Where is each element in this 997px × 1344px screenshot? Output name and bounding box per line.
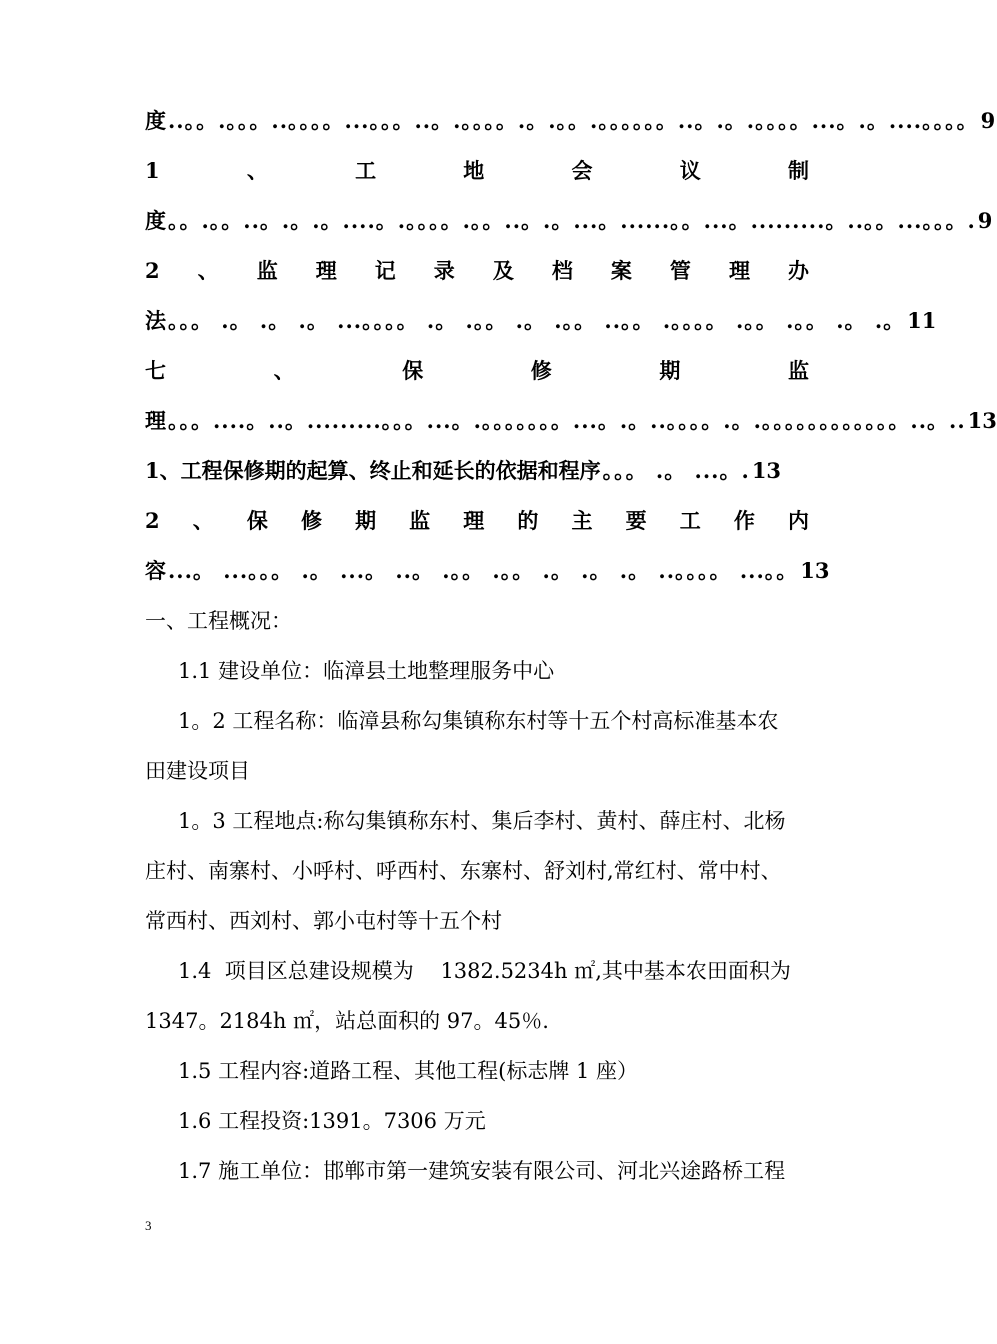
paragraph-line: 1.7 施工单位：邯郸市第一建筑安装有限公司、河北兴途路桥工程: [178, 1159, 786, 1183]
toc-entry: 度 ..。。.。。。..。。。。...。。。..。.。。。。.。.。。.。。。。。。..。.。.。。。。...。.。....。。。。 9: [145, 108, 996, 133]
toc-entry: 度 。。.。。..。.。.。....。.。。。。.。。..。.。...。......。。...。.........。..。。...。。。. 9: [145, 208, 993, 233]
toc-entry: 法 。。。 .。 .。 .。 ...。。。。 .。 .。。 .。 .。。 ..。。 .。。。。 .。。 .。。 .。 .。 11: [145, 308, 937, 333]
paragraph-line: 田建设项目: [145, 759, 250, 783]
paragraph-line: 1。2 工程名称：临漳县称勾集镇称东村等十五个村高标准基本农: [178, 709, 779, 733]
paragraph-line: 1。3 工程地点:称勾集镇称东村、集后李村、黄村、薛庄村、北杨: [178, 809, 786, 833]
toc-entry: 理 。。。....。..。.........。。。...。.。。。。。。。...。.。..。。。。.。.。。。。。。。。。。。。..。.. 13: [145, 408, 997, 433]
paragraph-line: 1.1 建设单位：临漳县土地整理服务中心: [178, 659, 555, 683]
paragraph-line: 常西村、西刘村、郭小屯村等十五个村: [145, 909, 502, 933]
paragraph-line: 1.5 工程内容:道路工程、其他工程(标志牌 1 座）: [178, 1059, 639, 1083]
page-number: 3: [145, 1218, 152, 1233]
toc-heading-line: 2 、 监 理 记 录 及 档 案 管 理 办: [145, 258, 809, 283]
paragraph-line: 庄村、南寨村、小呼村、呼西村、东寨村、舒刘村,常红村、常中村、: [145, 859, 782, 883]
paragraph-line: 1347。2184h ㎡，站总面积的 97。45％.: [145, 1009, 549, 1033]
toc-heading-line: 七 、 保 修 期 监: [145, 358, 809, 383]
toc-entry: 容 ...。 ...。。。 .。 ...。 ..。 .。。 .。。 .。 .。 .。 ..。。。。 ...。。 13: [145, 558, 830, 583]
toc-heading-line: 1 、 工 地 会 议 制: [145, 158, 809, 183]
section-heading: 一、工程概况：: [145, 609, 292, 633]
toc-entry: 1、工程保修期的起算、终止和延长的依据和程序 。。。 .。 ...。. 13: [145, 458, 782, 483]
paragraph-line: 1.4 项目区总建设规模为 1382.5234h ㎡,其中基本农田面积为: [178, 959, 791, 983]
paragraph-line: 1.6 工程投资:1391。7306 万元: [178, 1109, 486, 1133]
toc-heading-line: 2 、 保 修 期 监 理 的 主 要 工 作 内: [145, 508, 809, 533]
